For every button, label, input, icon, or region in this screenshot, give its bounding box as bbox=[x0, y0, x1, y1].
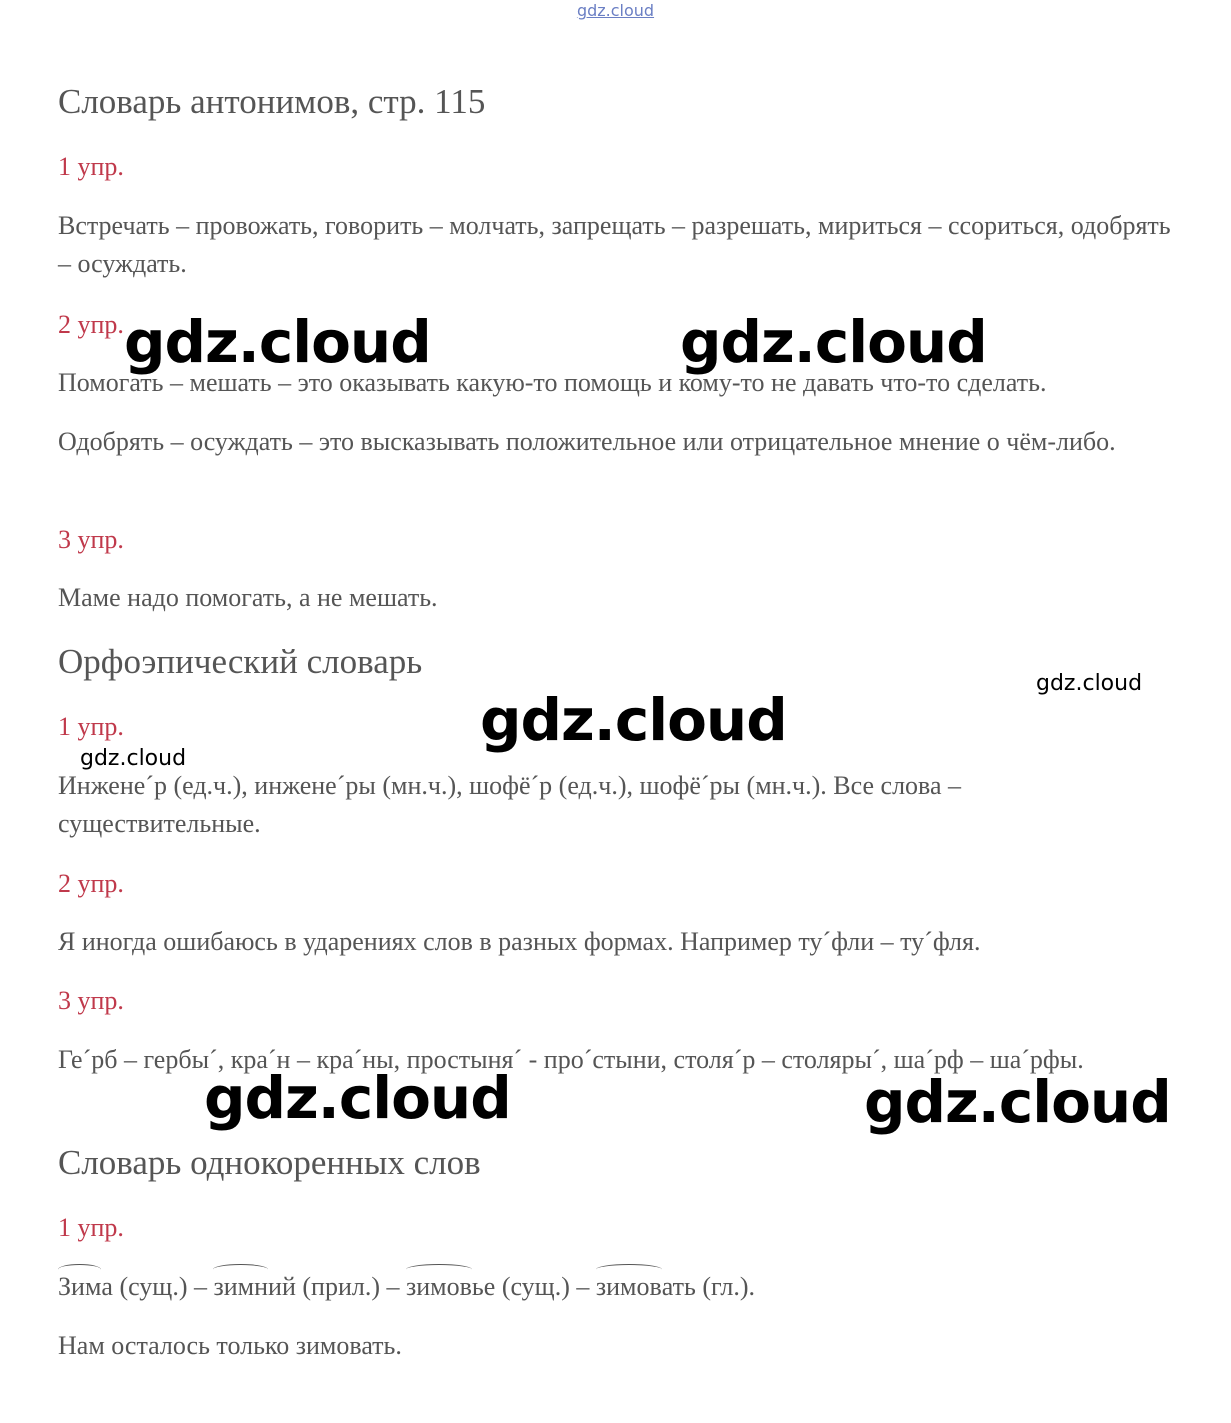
exercise-label: 3 упр. bbox=[58, 525, 124, 554]
exercise-answer: Маме надо помогать, а не мешать. bbox=[58, 583, 438, 612]
section-title-cognates: Словарь однокоренных слов bbox=[58, 1143, 481, 1182]
exercise-answer: Инжене´р (ед.ч.), инжене´ры (мн.ч.), шофё´р (ед.ч.), шофё´ры (мн.ч.). Все слова – существительные. bbox=[58, 771, 962, 838]
exercise-answer: Нам осталось только зимовать. bbox=[58, 1331, 402, 1360]
exercise-answer: Ге´рб – гербы´, кра´н – кра´ны, простыня´ - про´стыни, столя´р – столяры´, ша´рф – ша´рфы. bbox=[58, 1045, 1084, 1074]
exercise-label: 2 упр. bbox=[58, 869, 124, 898]
exercise-answer: Помогать – мешать – это оказывать какую-то помощь и кому-то не давать что-то сделать. bbox=[58, 368, 1047, 397]
word-ending: ье (сущ.) – bbox=[471, 1272, 596, 1301]
exercise-label: 1 упр. bbox=[58, 152, 124, 181]
exercise-label: 3 упр. bbox=[58, 986, 124, 1015]
word-ending: ать (гл.). bbox=[661, 1272, 756, 1301]
word-root: зимн bbox=[213, 1268, 268, 1306]
exercise-answer: Встречать – провожать, говорить – молчать, запрещать – разрешать, мириться – ссориться, одобрять – осуждать. bbox=[58, 211, 1171, 278]
watermark: gdz.cloud bbox=[80, 746, 187, 771]
watermark: gdz.cloud bbox=[124, 308, 431, 376]
exercise-answer: Одобрять – осуждать – это высказывать положительное или отрицательное мнение о чём-либо. bbox=[58, 427, 1116, 456]
exercise-answer: Я иногда ошибаюсь в ударениях слов в разных формах. Например ту´фли – ту´фля. bbox=[58, 927, 981, 956]
word-ending: ий (прил.) – bbox=[268, 1272, 406, 1301]
exercise-label: 1 упр. bbox=[58, 1213, 124, 1242]
exercise-label: 1 упр. bbox=[58, 712, 124, 741]
watermark: gdz.cloud bbox=[480, 686, 787, 754]
section-title-orthoepic: Орфоэпический словарь bbox=[58, 642, 423, 681]
watermark: gdz.cloud bbox=[1036, 671, 1143, 696]
watermark: gdz.cloud bbox=[204, 1064, 511, 1132]
exercise-answer-cognates bbox=[58, 1268, 1158, 1306]
word-root: зимов bbox=[406, 1268, 472, 1306]
top-watermark-link[interactable]: gdz.cloud bbox=[576, 1, 655, 20]
watermark: gdz.cloud bbox=[864, 1068, 1171, 1136]
word-root: Зим bbox=[58, 1268, 101, 1306]
exercise-label: 2 упр. bbox=[58, 310, 124, 339]
word-ending: а (сущ.) – bbox=[101, 1272, 214, 1301]
word-root: зимов bbox=[596, 1268, 662, 1306]
watermark: gdz.cloud bbox=[680, 308, 987, 376]
section-title-antonyms: Словарь антонимов, стр. 115 bbox=[58, 82, 486, 121]
